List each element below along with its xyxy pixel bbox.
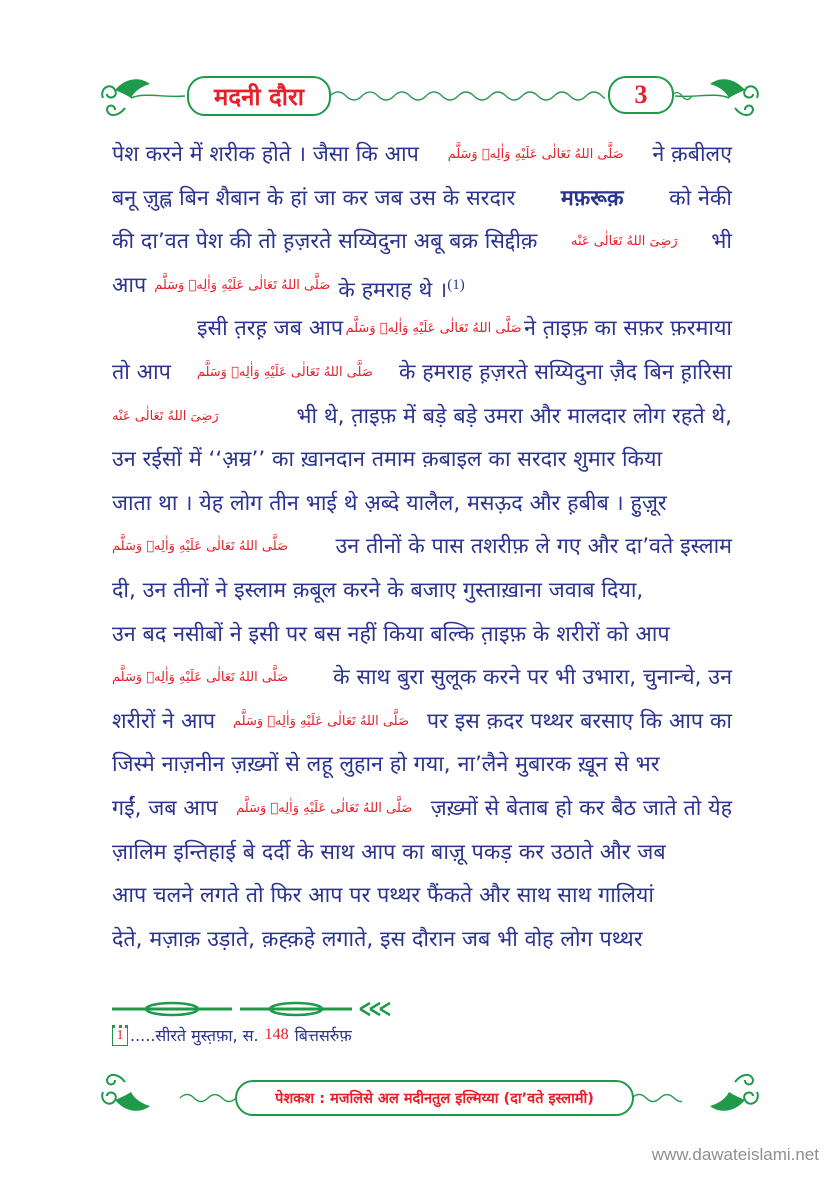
text-line	[112, 525, 732, 569]
right-flourish-ornament	[675, 68, 765, 124]
page-number-badge	[608, 76, 674, 114]
text-segment: इसी त़रह़ जब आप	[197, 316, 344, 342]
vine-border-ornament	[180, 1090, 235, 1104]
honorific-saw: صَلَّى اللهُ تَعَالٰى عَلَيْهِ وَاٰلِهٖ وَسَلَّم	[112, 539, 289, 555]
text-line	[112, 831, 732, 875]
text-segment: उन तीनों के पास तशरीफ़ ले गए और दा’वते इस्लाम	[335, 534, 732, 560]
text-line	[112, 482, 732, 526]
text-segment: जिस्मे नाज़नीन ज़ख़्मों से लहू लुहान हो गया, ना’लैने मुबारक ख़ून से भर	[112, 752, 660, 778]
text-segment: पर इस क़दर पथ्थर बरसाए कि आप का	[426, 708, 732, 734]
website-url[interactable]: www.dawateislami.net	[651, 1145, 819, 1164]
footnote-divider-ornament	[112, 1000, 422, 1018]
text-line	[112, 743, 732, 787]
honorific-saw: صَلَّى اللهُ تَعَالٰى عَلَيْهِ وَاٰلِهٖ وَسَلَّم	[196, 364, 373, 380]
text-segment: पेश करने में शरीक होते । जैसा कि आप	[112, 142, 419, 167]
book-title-badge	[187, 76, 331, 116]
text-line	[112, 700, 732, 744]
publisher-badge	[235, 1080, 634, 1116]
honorific-ra: رَضِىَ اللهُ تَعَالٰى عَنْه	[112, 408, 219, 424]
text-segment: भी थे, त़ाइफ़ में बड़े बड़े उमरा और मालदार लोग रहते थे,	[296, 403, 732, 429]
page-number: 3	[634, 80, 648, 109]
footnote-reference[interactable]: (1)	[447, 276, 465, 293]
body-text	[112, 133, 732, 961]
text-line	[112, 133, 732, 177]
footnote-page-ref: 148	[264, 1026, 289, 1043]
book-title: मदनी दौरा	[214, 82, 304, 111]
text-segment: जाता था । येह लोग तीन भाई थे अ़ब्दे यालैल, मसऊ़द और ह़बीब । हु़ज़ूर	[112, 490, 667, 516]
publisher-text: पेशकश : मजलिसे अल मदीनतुल इल्मिय्या (दा’वते इस्लामी)	[275, 1091, 594, 1107]
text-segment: उन बद नसीबों ने इसी पर बस नहीं किया बल्कि त़ाइफ़ के शरीरों को आप	[112, 621, 670, 647]
text-segment: भी	[711, 229, 732, 255]
footnote	[112, 1024, 352, 1046]
footnote-note: बित्तसर्रुफ़	[294, 1026, 352, 1045]
text-segment: ज़ालिम इन्तिहाई बे दर्दी के साथ आप का बाज़ू पकड़ कर उठाते और जब	[112, 839, 666, 865]
honorific-saw: صَلَّى اللهُ تَعَالٰى عَلَيْهِ وَاٰلِهٖ وَسَلَّم	[112, 670, 289, 686]
text-line	[112, 351, 732, 395]
text-segment: की दा’वत पेश की तो ह़ज़रते सय्यिदुना अबू बक्र सिद्दीक़	[112, 229, 538, 255]
text-line	[112, 787, 732, 831]
text-line	[112, 918, 732, 962]
page-header	[95, 68, 765, 124]
text-line	[112, 613, 732, 657]
text-segment: आप चलने लगते तो फिर आप पर पथ्थर फैंकते और साथ साथ गालियां	[112, 883, 654, 909]
text-line	[112, 177, 732, 221]
footnote-source: .....सीरते मुस्त़फ़ा, स.	[130, 1026, 259, 1045]
text-segment: आप	[112, 272, 147, 298]
text-segment: ज़ख़्मों से बेताब हो कर बैठ जाते तो येह	[430, 795, 732, 821]
honorific-saw: صَلَّى اللهُ تَعَالٰى عَلَيْهِ وَاٰلِهٖ وَسَلَّم	[447, 147, 624, 162]
honorific-ra: رَضِىَ اللهُ تَعَالٰى عَنْه	[571, 234, 678, 250]
text-segment: दी, उन तीनों ने इस्लाम क़बूल करने के बजाए गुस्ताख़ाना जवाब दिया,	[112, 577, 644, 603]
left-flourish-ornament	[95, 68, 185, 124]
right-flourish-ornament	[675, 1066, 765, 1122]
honorific-saw: صَلَّى اللهُ تَعَالٰى عَلَيْهِ وَاٰلِهٖ وَسَلَّم	[154, 277, 331, 293]
text-segment: शरीरों ने आप	[112, 708, 216, 734]
text-line	[112, 264, 732, 308]
text-segment: ने क़बीलए	[652, 142, 732, 167]
text-line	[112, 307, 732, 351]
text-line	[112, 395, 732, 439]
vine-border-ornament	[330, 88, 605, 102]
left-flourish-ornament	[95, 1066, 185, 1122]
honorific-saw: صَلَّى اللهُ تَعَالٰى عَلَيْهِ وَاٰلِهٖ وَسَلَّم	[236, 800, 413, 816]
text-line	[112, 438, 732, 482]
text-line	[112, 220, 732, 264]
honorific-saw: صَلَّى اللهُ تَعَالٰى عَلَيْهِ وَاٰلِهٖ وَسَلَّم	[345, 321, 522, 337]
text-segment: के हमराह थे ।	[338, 277, 448, 303]
text-segment: गईं, जब आप	[112, 795, 218, 821]
text-segment: ने त़ाइफ़ का सफ़र फ़रमाया	[523, 316, 732, 342]
emphasized-name: मफ़रूक़	[560, 185, 624, 211]
text-line	[112, 874, 732, 918]
text-segment: को नेकी	[669, 185, 732, 211]
text-line	[112, 569, 732, 613]
honorific-saw: صَلَّى اللهُ تَعَالٰى عَلَيْهِ وَاٰلِهٖ وَسَلَّم	[232, 713, 410, 729]
text-line	[112, 656, 732, 700]
text-segment: के हमराह ह़ज़रते सय्यिदुना ज़ैद बिन ह़ारिसा	[398, 359, 732, 385]
text-segment: बनू ज़ुह्ल बिन शैबान के हां जा कर जब उस के सरदार	[112, 185, 516, 211]
text-segment: के साथ बुरा सुलूक करने पर भी उभारा, चुनान्चे, उन	[333, 665, 732, 691]
footnote-marker: 1	[112, 1025, 128, 1046]
text-segment: देते, मज़ाक़ उड़ाते, क़ह्क़हे लगाते, इस दौरान जब भी वोह लोग पथ्थर	[112, 926, 643, 952]
page-footer	[95, 1066, 765, 1122]
text-segment: उन रईसों में ‘‘अ़म्र’’ का ख़ानदान तमाम क़बाइल का सरदार शुमार किया	[112, 447, 663, 473]
text-segment: तो आप	[112, 359, 171, 385]
